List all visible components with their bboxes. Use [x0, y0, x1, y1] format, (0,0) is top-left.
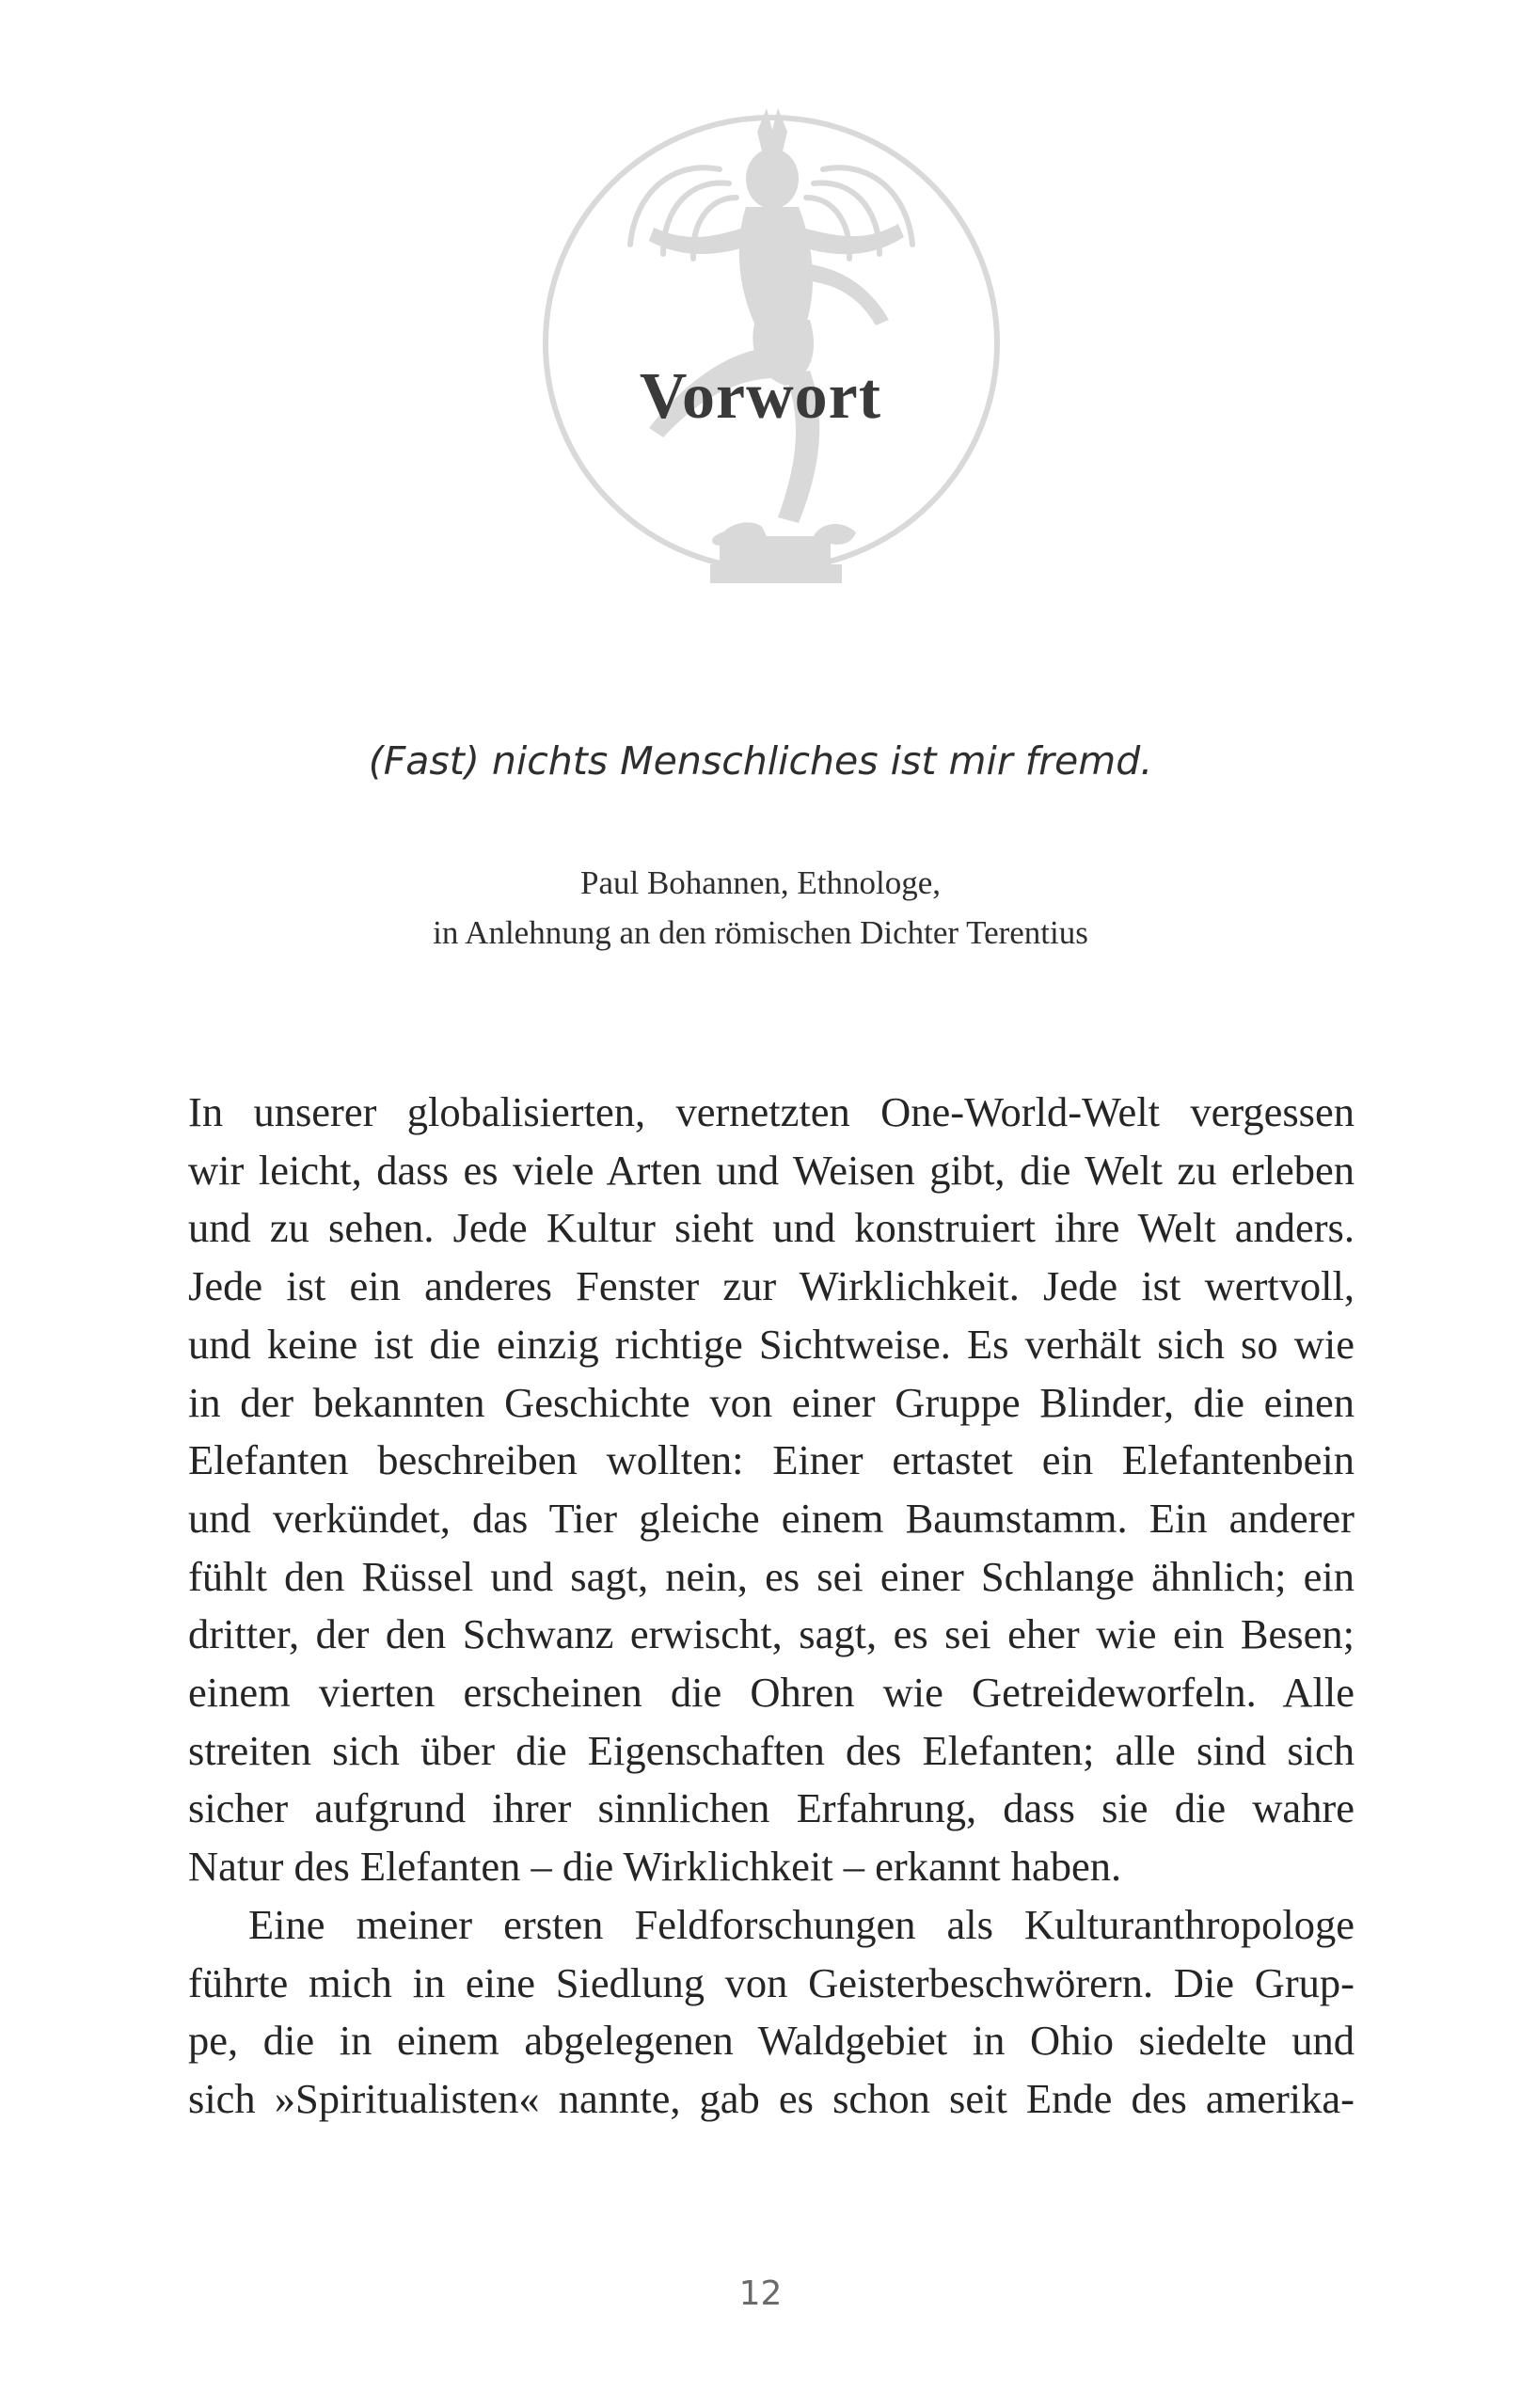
text-line: und zu sehen. Jede Kultur sieht und konstruiert ihre Welt anders. [188, 1204, 1355, 1252]
text-line: Jede ist ein anderes Fenster zur Wirklichkeit. Jede ist wertvoll, [188, 1262, 1355, 1310]
text-line: und verkündet, das Tier gleiche einem Baumstamm. Ein anderer [188, 1494, 1355, 1542]
text-line: pe, die in einem abgelegenen Waldgebiet in Ohio siedelte und [188, 2017, 1355, 2065]
page-title: Vorwort [639, 360, 882, 433]
text-line: sich »Spiritualisten« nannte, gab es schon seit Ende des amerika- [188, 2074, 1355, 2122]
attribution-line: Paul Bohannen, Ethnologe, [579, 864, 941, 901]
paragraph [188, 1896, 1355, 2129]
text-line: Natur des Elefanten – die Wirklichkeit – erkannt haben. [188, 1843, 1122, 1891]
epigraph-attribution [0, 858, 1521, 958]
text-line: einem vierten erscheinen die Ohren wie Getreideworfeln. Alle [188, 1669, 1355, 1717]
epigraph-quote: (Fast) nichts Menschliches ist mir fremd. [368, 738, 1153, 784]
text-line: sicher aufgrund ihrer sinnlichen Erfahrung, dass sie die wahre [188, 1784, 1355, 1832]
text-line: führte mich in eine Siedlung von Geisterbeschwörern. Die Grup- [188, 1958, 1355, 2006]
text-line: dritter, der den Schwanz erwischt, sagt, es sei eher wie ein Besen; [188, 1610, 1355, 1658]
text-line: fühlt den Rüssel und sagt, nein, es sei einer Schlange ähnlich; ein [188, 1552, 1355, 1600]
body-text [188, 1084, 1355, 2129]
attribution-line: in Anlehnung an den römischen Dichter Terentius [433, 914, 1088, 951]
text-line: In unserer globalisierten, vernetzten One-World-Welt vergessen [188, 1088, 1355, 1135]
text-line: streiten sich über die Eigenschaften des Elefanten; alle sind sich [188, 1726, 1355, 1774]
text-line: in der bekannten Geschichte von einer Gruppe Blinder, die einen [188, 1378, 1355, 1426]
text-line: Elefanten beschreiben wollten: Einer ertastet ein Elefantenbein [188, 1436, 1355, 1484]
text-line: wir leicht, dass es viele Arten und Weisen gibt, die Welt zu erleben [188, 1146, 1355, 1194]
paragraph [188, 1084, 1355, 1896]
text-line: Eine meiner ersten Feldforschungen als Kulturanthropologe [248, 1900, 1355, 1948]
page-number: 12 [738, 2274, 783, 2313]
text-line: und keine ist die einzig richtige Sichtweise. Es verhält sich so wie [188, 1320, 1355, 1368]
